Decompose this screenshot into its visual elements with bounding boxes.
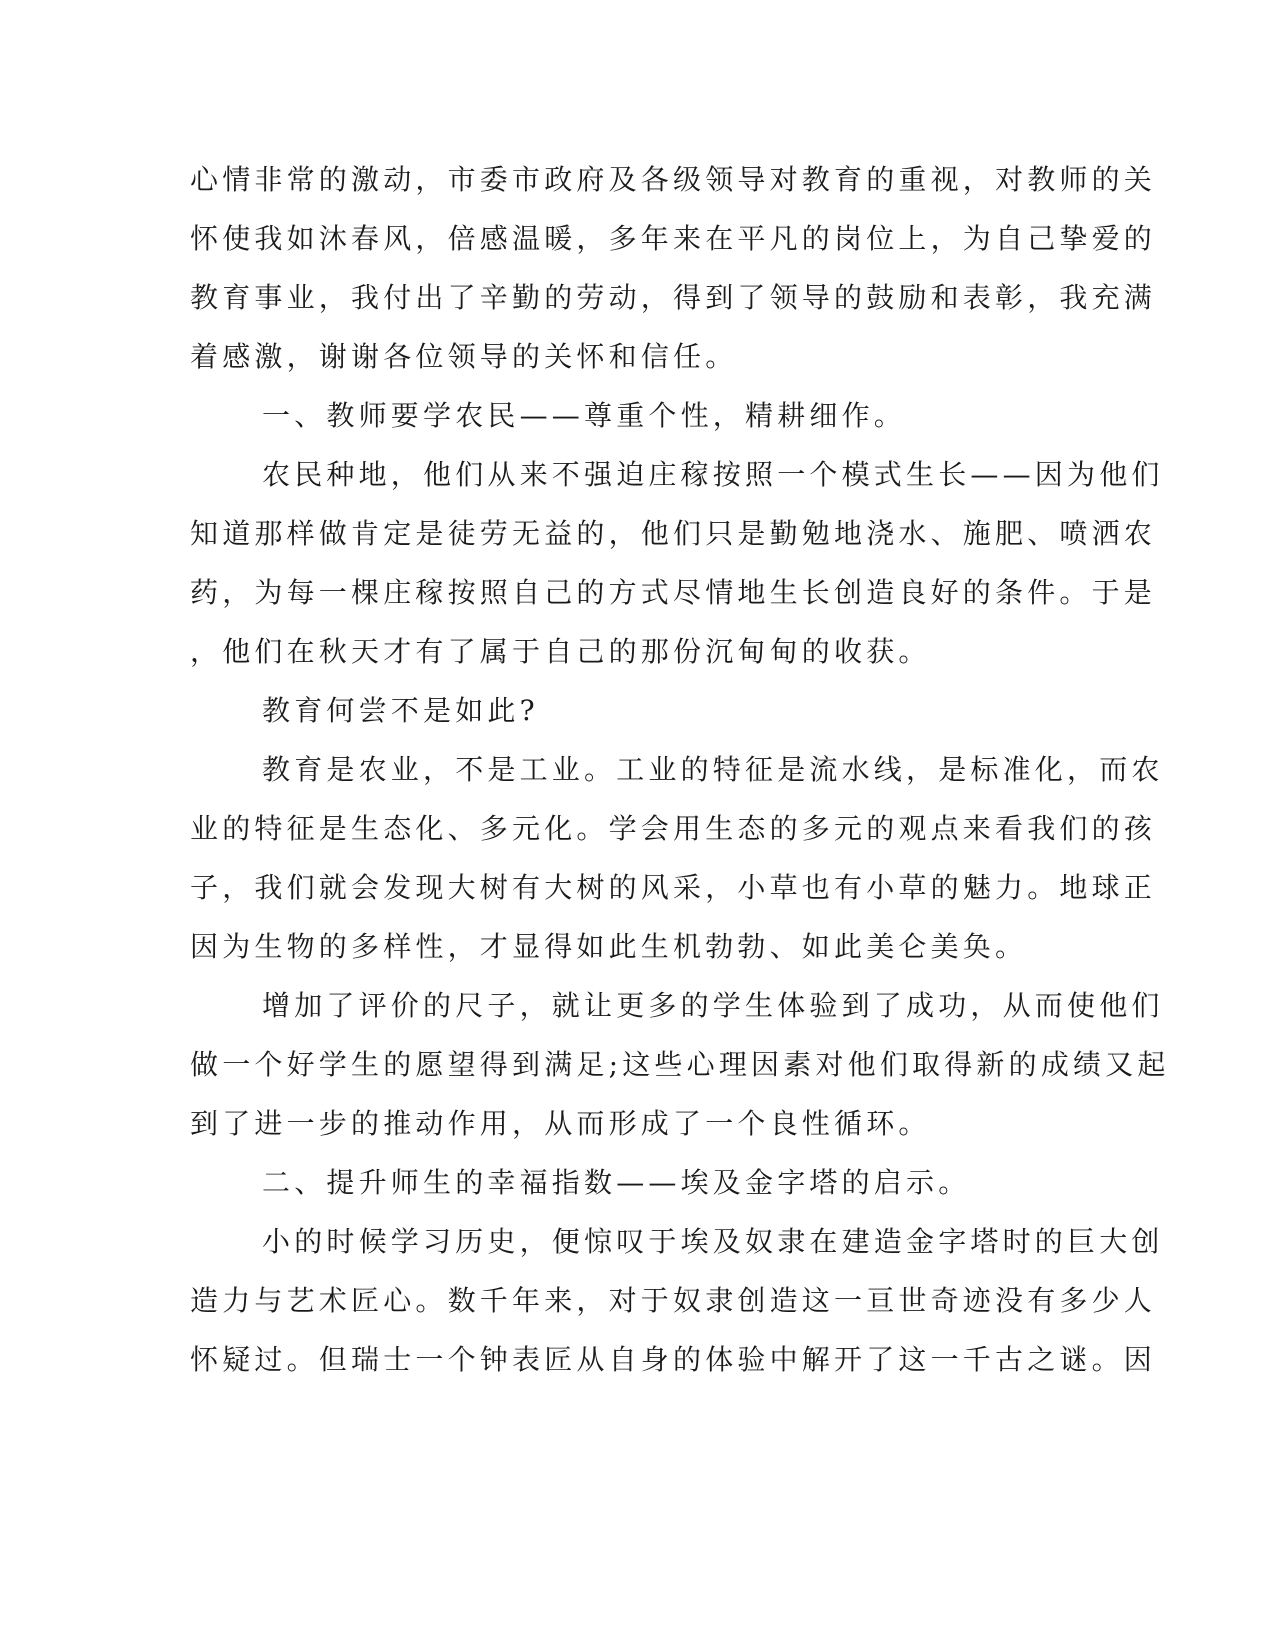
text-line: 教育何尝不是如此? [262,694,539,727]
section-heading: 一、教师要学农民——尊重个性，精耕细作。 [262,399,907,432]
text-line: 做一个好学生的愿望得到满足;这些心理因素对他们取得新的成绩又起 [190,1048,1170,1081]
section-heading: 二、提升师生的幸福指数——埃及金字塔的启示。 [262,1166,971,1199]
text-line: 到了进一步的推动作用，从而形成了一个良性循环。 [190,1107,931,1140]
text-line: 子，我们就会发现大树有大树的风采，小草也有小草的魅力。地球正 [190,871,1157,904]
text-line: 怀使我如沐春风，倍感温暖，多年来在平凡的岗位上，为自己挚爱的 [190,222,1157,255]
text-line: 造力与艺术匠心。数千年来，对于奴隶创造这一亘世奇迹没有多少人 [190,1284,1157,1317]
text-line: 药，为每一棵庄稼按照自己的方式尽情地生长创造良好的条件。于是 [190,576,1157,609]
text-line: 教育是农业，不是工业。工业的特征是流水线，是标准化，而农 [262,753,1164,786]
text-line: 怀疑过。但瑞士一个钟表匠从自身的体验中解开了这一千古之谜。因 [190,1343,1157,1376]
text-line: 知道那样做肯定是徒劳无益的，他们只是勤勉地浇水、施肥、喷洒农 [190,517,1157,550]
text-line: 小的时候学习历史，便惊叹于埃及奴隶在建造金字塔时的巨大创 [262,1225,1164,1258]
text-line: 因为生物的多样性，才显得如此生机勃勃、如此美仑美奂。 [190,930,1028,963]
text-line: 业的特征是生态化、多元化。学会用生态的多元的观点来看我们的孩 [190,812,1157,845]
text-line: 教育事业，我付出了辛勤的劳动，得到了领导的鼓励和表彰，我充满 [190,281,1157,314]
text-line: 农民种地，他们从来不强迫庄稼按照一个模式生长——因为他们 [262,458,1164,491]
text-line: 心情非常的激动，市委市政府及各级领导对教育的重视，对教师的关 [190,163,1157,196]
text-line: 增加了评价的尺子，就让更多的学生体验到了成功，从而使他们 [262,989,1164,1022]
text-line: ，他们在秋天才有了属于自己的那份沉甸甸的收获。 [190,635,931,668]
text-line: 着感激，谢谢各位领导的关怀和信任。 [190,340,738,373]
